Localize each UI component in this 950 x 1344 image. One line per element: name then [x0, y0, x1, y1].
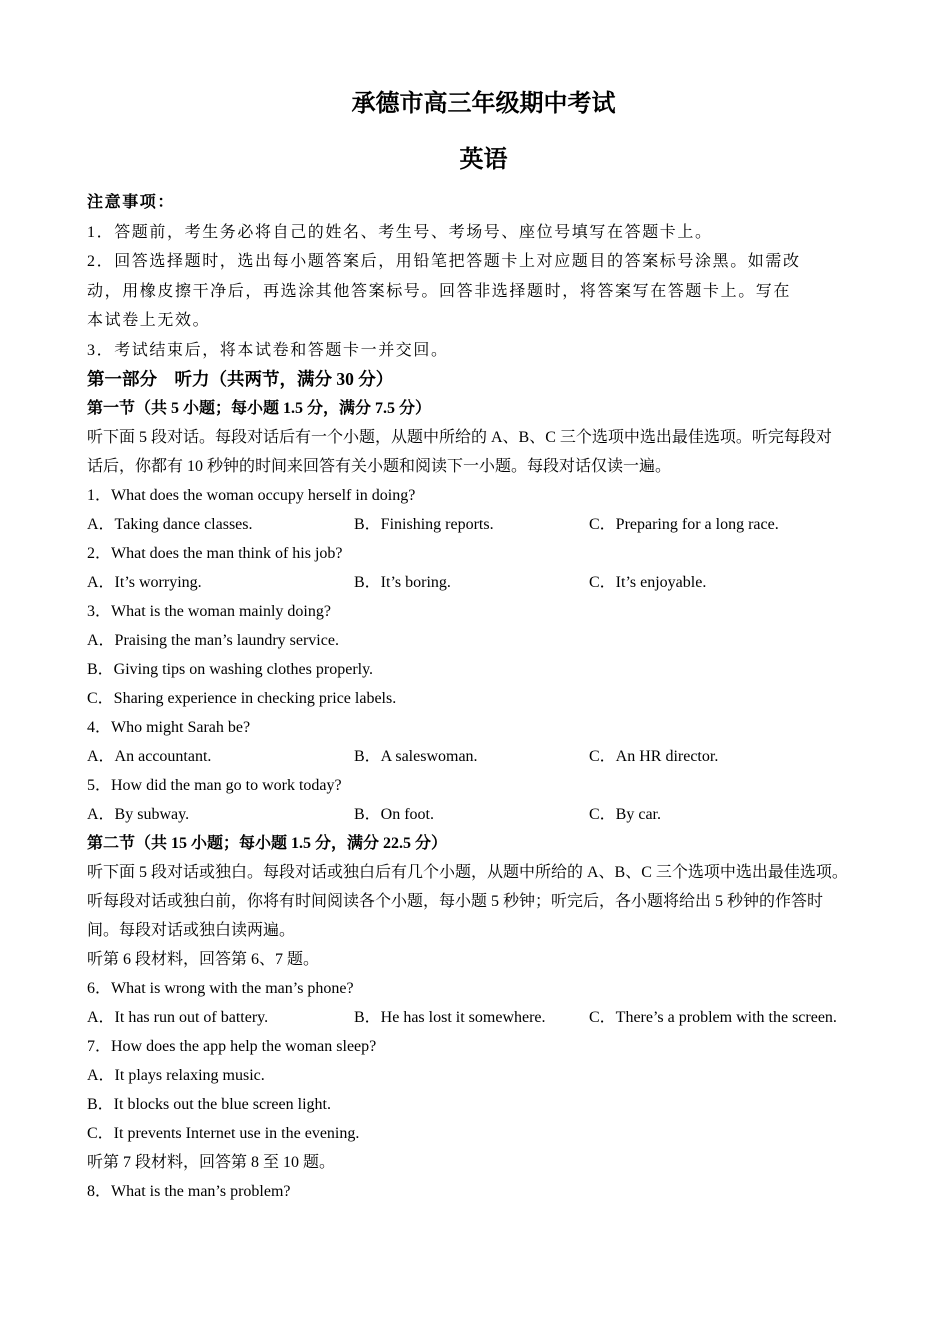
option-a: A．It’s worrying. — [87, 574, 202, 591]
question-7 — [87, 1032, 880, 1148]
option-b: B．It blocks out the blue screen light. — [87, 1096, 331, 1113]
question-1 — [87, 481, 880, 539]
option-b: B．A saleswoman. — [354, 748, 478, 765]
option-b: B．Giving tips on washing clothes properly. — [87, 661, 374, 678]
section2-instructions: 听每段对话或独白前，你将有时间阅读各个小题，每小题 5 秒钟；听完后，各小题将给出 5 秒钟的作答时 — [87, 893, 824, 910]
section1-instructions: 话后，你都有 10 秒钟的时间来回答有关小题和阅读下一小题。每段对话仅读一遍。 — [87, 458, 672, 475]
question-8 — [87, 1177, 880, 1206]
option-c: C．It’s enjoyable. — [589, 574, 707, 591]
notice-item: 动，用橡皮擦干净后，再选涂其他答案标号。回答非选择题时，将答案写在答题卡上。写在 — [87, 282, 792, 300]
option-b: B．On foot. — [354, 806, 435, 823]
option-row — [87, 510, 880, 539]
option-c: C．Sharing experience in checking price labels. — [87, 690, 397, 707]
question-6 — [87, 974, 880, 1032]
option-a: A．Taking dance classes. — [87, 516, 253, 533]
option-b: B．Finishing reports. — [354, 516, 494, 533]
part1-heading: 第一部分 听力（共两节，满分 30 分） — [87, 369, 394, 389]
notice-section — [87, 188, 880, 365]
option-a: A．Praising the man’s laundry service. — [87, 632, 339, 649]
notice-item: 3．考试结束后，将本试卷和答题卡一并交回。 — [87, 341, 449, 359]
option-a: A．It has run out of battery. — [87, 1009, 269, 1026]
option-row — [87, 1003, 880, 1032]
material-6-note: 听第 6 段材料，回答第 6、7 题。 — [87, 951, 320, 968]
notice-item: 本试卷上无效。 — [87, 312, 211, 329]
question-stem: 3．What is the woman mainly doing? — [87, 603, 331, 620]
option-c: C．It prevents Internet use in the evening. — [87, 1125, 360, 1142]
section2-instructions: 听下面 5 段对话或独白。每段对话或独白后有几个小题，从题中所给的 A、B、C 三个选项中选出最佳选项。 — [87, 864, 848, 881]
material-7-note: 听第 7 段材料，回答第 8 至 10 题。 — [87, 1154, 336, 1171]
notice-item: 1．答题前，考生务必将自己的姓名、考生号、考场号、座位号填写在答题卡上。 — [87, 223, 713, 241]
section2-heading: 第二节（共 15 小题；每小题 1.5 分，满分 22.5 分） — [87, 835, 448, 852]
option-c: C．By car. — [589, 806, 661, 823]
notice-item: 2．回答选择题时，选出每小题答案后，用铅笔把答题卡上对应题目的答案标号涂黑。如需改 — [87, 253, 801, 270]
option-a: A．By subway. — [87, 806, 190, 823]
question-3 — [87, 597, 880, 713]
section2-instructions: 间。每段对话或独白读两遍。 — [87, 922, 296, 939]
option-a: A．An accountant. — [87, 748, 212, 765]
exam-subject: 英语 — [459, 147, 508, 173]
section1-heading: 第一节（共 5 小题；每小题 1.5 分，满分 7.5 分） — [87, 400, 432, 417]
notice-heading: 注意事项： — [87, 194, 176, 211]
question-2 — [87, 539, 880, 597]
section1-instructions: 听下面 5 段对话。每段对话后有一个小题，从题中所给的 A、B、C 三个选项中选出最佳选项。听完每段对 — [87, 429, 832, 446]
question-stem: 2．What does the man think of his job? — [87, 545, 343, 562]
question-stem: 8．What is the man’s problem? — [87, 1183, 291, 1200]
question-stem: 1．What does the woman occupy herself in doing? — [87, 487, 416, 504]
question-4 — [87, 713, 880, 771]
question-5 — [87, 771, 880, 829]
option-row — [87, 800, 880, 829]
option-row — [87, 568, 880, 597]
option-a: A．It plays relaxing music. — [87, 1067, 265, 1084]
option-c: C．Preparing for a long race. — [589, 516, 779, 533]
question-stem: 5．How did the man go to work today? — [87, 777, 342, 794]
option-b: B．It’s boring. — [354, 574, 451, 591]
question-stem: 6．What is wrong with the man’s phone? — [87, 980, 354, 997]
question-stem: 7．How does the app help the woman sleep? — [87, 1038, 377, 1055]
option-c: C．There’s a problem with the screen. — [589, 1009, 837, 1026]
option-c: C．An HR director. — [589, 748, 719, 765]
exam-title: 承德市高三年级期中考试 — [351, 91, 616, 117]
option-b: B．He has lost it somewhere. — [354, 1009, 546, 1026]
question-stem: 4．Who might Sarah be? — [87, 719, 251, 736]
option-row — [87, 742, 880, 771]
